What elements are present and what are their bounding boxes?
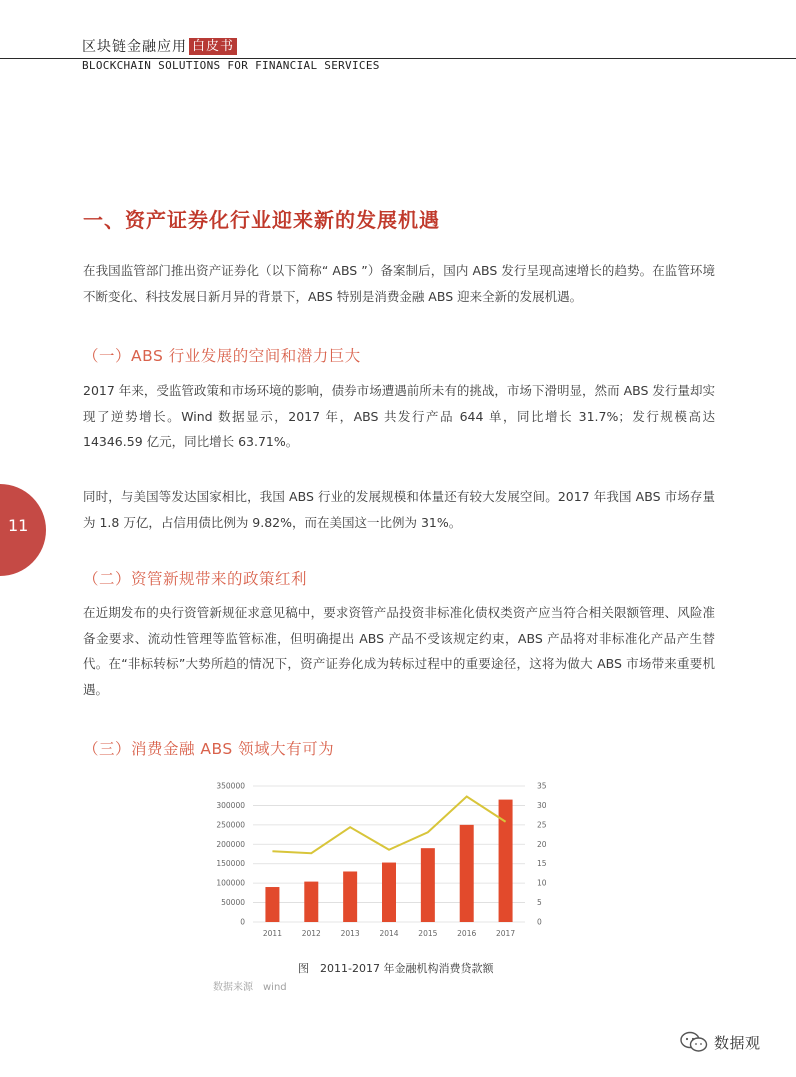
- header-divider: [0, 58, 796, 59]
- x-tick-label: 2012: [301, 929, 321, 938]
- chart-caption: 图 2011-2017 年金融机构消费贷款额: [298, 962, 494, 975]
- x-tick-label: 2014: [379, 929, 399, 938]
- x-tick-label: 2013: [340, 929, 360, 938]
- wechat-watermark: [680, 1031, 761, 1053]
- consumer-loan-chart: [205, 776, 565, 948]
- y-right-tick-label: 30: [537, 800, 547, 810]
- bar: [304, 882, 318, 922]
- page-number: 11: [8, 516, 29, 535]
- header-title-text: 区块链金融应用: [82, 39, 187, 55]
- wechat-icon: [680, 1031, 708, 1053]
- y-right-tick-label: 15: [537, 859, 547, 869]
- y-right-tick-label: 25: [537, 820, 547, 830]
- paragraph-us-comparison: 同时，与美国等发达国家相比，我国 ABS 行业的发展规模和体量还有较大发展空间。2017 年我国 ABS 市场存量为 1.8 万亿，占信用债比例为 9.82%，而在美国这一比例为 31%。: [83, 489, 715, 530]
- subsection-title-3: （三）消费金融 ABS 领域大有可为: [83, 740, 335, 758]
- watermark-text: 数据观: [714, 1033, 761, 1052]
- bar: [421, 848, 435, 922]
- section-title: 一、资产证券化行业迎来新的发展机遇: [83, 208, 440, 232]
- bar: [265, 887, 279, 922]
- paragraph-abs-growth: 2017 年来，受监管政策和市场环境的影响，债券市场遭遇前所未有的挑战，市场下滑明显，然而 ABS 发行量却实现了逆势增长。Wind 数据显示，2017 年，ABS 共发行产品 644 单，同比增长 31.7%；发行规模高达 14346.59 亿元，同比增长 63.71%。: [83, 383, 715, 449]
- y-left-tick-label: 350000: [216, 781, 245, 791]
- subsection-title-1: （一）ABS 行业发展的空间和潜力巨大: [83, 347, 361, 365]
- y-right-tick-label: 5: [537, 898, 542, 908]
- document-header: [82, 36, 380, 72]
- y-right-tick-label: 0: [537, 917, 542, 927]
- x-tick-label: 2017: [496, 929, 516, 938]
- header-badge: 白皮书: [189, 38, 237, 55]
- subsection-title-2: （二）资管新规带来的政策红利: [83, 570, 308, 588]
- paragraph-intro: 在我国监管部门推出资产证券化（以下简称“ ABS ”）备案制后，国内 ABS 发行呈现高速增长的趋势。在监管环境不断变化、科技发展日新月异的背景下，ABS 特别是消费金融 ABS 迎来全新的发展机遇。: [83, 263, 715, 304]
- y-left-tick-label: 250000: [216, 820, 245, 830]
- x-tick-label: 2015: [418, 929, 438, 938]
- x-tick-label: 2016: [457, 929, 477, 938]
- y-right-tick-label: 35: [537, 781, 547, 791]
- bar: [460, 825, 474, 922]
- bar: [382, 863, 396, 922]
- bar: [343, 871, 357, 922]
- y-left-tick-label: 300000: [216, 800, 245, 810]
- header-title-en: BLOCKCHAIN SOLUTIONS FOR FINANCIAL SERVICES: [82, 59, 380, 72]
- x-tick-label: 2011: [262, 929, 282, 938]
- y-left-tick-label: 100000: [216, 878, 245, 888]
- y-right-tick-label: 20: [537, 839, 547, 849]
- paragraph-policy: 在近期发布的央行资管新规征求意见稿中，要求资管产品投资非标准化债权类资产应当符合相关限额管理、风险准备金要求、流动性管理等监管标准，但明确提出 ABS 产品不受该规定约束，ABS 产品将对非标准化产品产生替代。在“非标转标”大势所趋的情况下，资产证券化成为转标过程中的重要途径，这将为做大 ABS 市场带来重要机遇。: [83, 605, 715, 697]
- chart-source: 数据来源 wind: [213, 982, 287, 993]
- y-right-tick-label: 10: [537, 878, 547, 888]
- y-left-tick-label: 50000: [221, 898, 245, 908]
- y-left-tick-label: 0: [240, 917, 245, 927]
- y-left-tick-label: 150000: [216, 859, 245, 869]
- y-left-tick-label: 200000: [216, 839, 245, 849]
- header-title-cn: [82, 36, 380, 56]
